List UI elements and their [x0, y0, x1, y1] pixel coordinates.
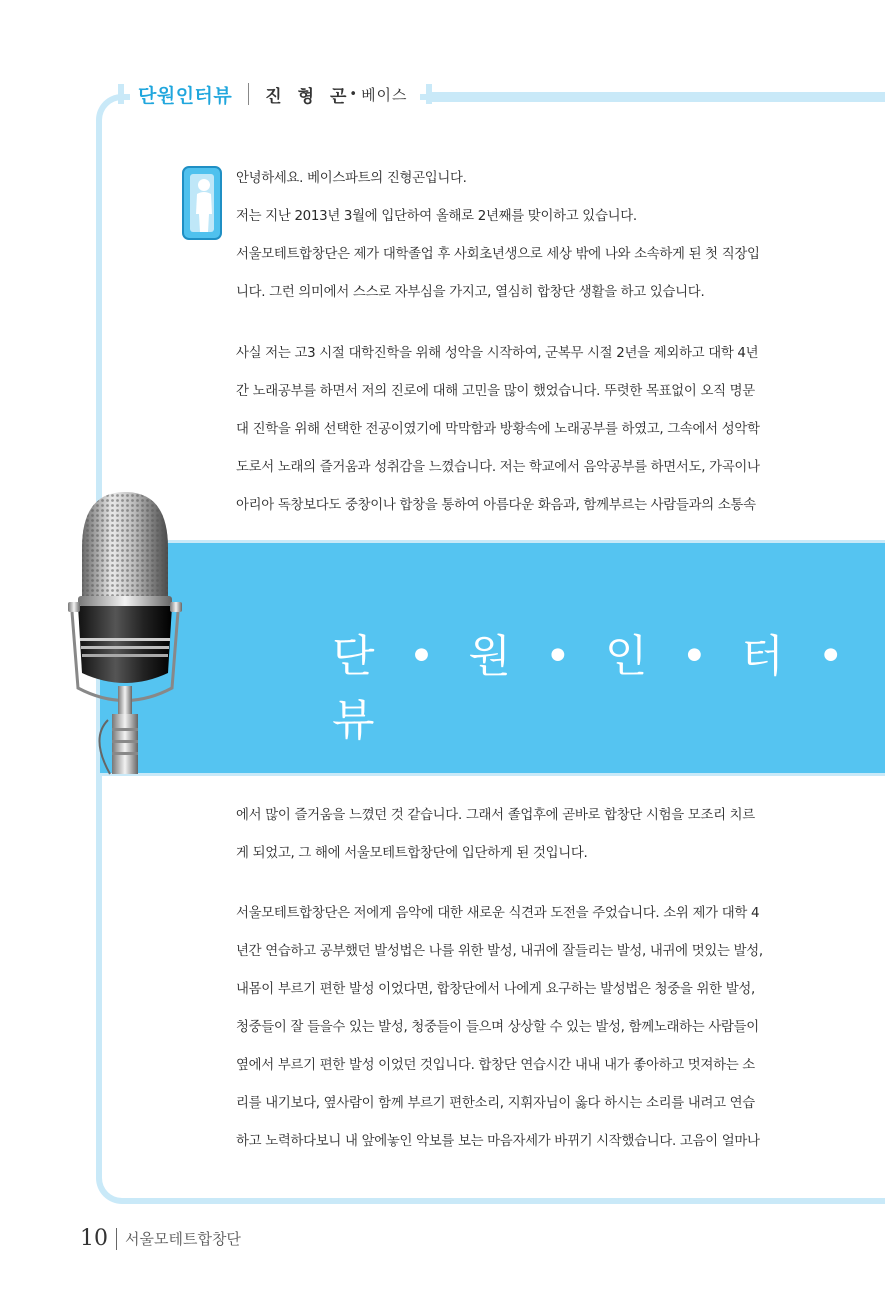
section-title: 단원인터뷰: [138, 84, 233, 107]
banner-title: 단 • 원 • 인 • 터 • 뷰: [332, 631, 854, 746]
text-line: 도로서 노래의 즐거움과 성취감을 느꼈습니다. 저는 학교에서 음악공부를 하면서도, 가곡이나: [236, 460, 760, 475]
vintage-microphone-icon: [60, 488, 190, 778]
text-line: 간 노래공부를 하면서 저의 진로에 대해 고민을 많이 했었습니다. 뚜렷한 목표없이 오직 명문: [236, 384, 755, 399]
paragraph-joining: [236, 797, 802, 873]
text-line: 니다. 그런 의미에서 스스로 자부심을 가지고, 열심히 합창단 생활을 하고 있습니다.: [236, 285, 705, 300]
organization-name: 서울모테트합창단: [125, 1230, 241, 1248]
header-bullet: •: [349, 86, 358, 102]
paragraph-intro: [236, 160, 802, 312]
page-number: 10: [80, 1226, 108, 1251]
text-line: 아리아 독창보다도 중창이나 합창을 통하여 아름다운 화음과, 함께부르는 사람들과의 소통속: [236, 498, 756, 513]
text-line: 안녕하세요. 베이스파트의 진형곤입니다.: [236, 171, 467, 186]
footer-divider: [116, 1228, 117, 1250]
paragraph-background: [236, 335, 802, 525]
page-header: [130, 78, 420, 110]
text-line: 옆에서 부르기 편한 발성 이었던 것입니다. 합창단 연습시간 내내 내가 좋아하고 멋져하는 소: [236, 1058, 755, 1073]
frame-top-line: [428, 92, 885, 102]
text-line: 서울모테트합창단은 제가 대학졸업 후 사회초년생으로 세상 밖에 나와 소속하게 된 첫 직장입: [236, 247, 760, 262]
text-line: 청중들이 잘 들을수 있는 발성, 청중들이 들으며 상상할 수 있는 발성, 함께노래하는 사람들이: [236, 1020, 759, 1035]
text-line: 리를 내기보다, 옆사람이 함께 부르기 편한소리, 지휘자님이 옳다 하시는 소리를 내려고 연습: [236, 1096, 755, 1111]
text-line: 서울모테트합창단은 저에게 음악에 대한 새로운 식견과 도전을 주었습니다. 소위 제가 대학 4: [236, 906, 760, 921]
text-line: 사실 저는 고3 시절 대학진학을 위해 성악을 시작하여, 군복무 시절 2년을 제외하고 대학 4년: [236, 346, 759, 361]
header-divider: [248, 83, 249, 105]
frame-divider-tick: [426, 84, 432, 104]
text-line: 게 되었고, 그 해에 서울모테트합창단에 입단하게 된 것입니다.: [236, 846, 588, 861]
text-line: 년간 연습하고 공부했던 발성법은 나를 위한 발성, 내귀에 잘들리는 발성, 내귀에 멋있는 발성,: [236, 944, 763, 959]
banner-bottom-border: [100, 773, 885, 776]
page-footer: [80, 1226, 241, 1251]
person-silhouette-icon: [182, 166, 222, 240]
text-line: 하고 노력하다보니 내 앞에놓인 악보를 보는 마음자세가 바뀌기 시작했습니다. 고음이 얼마나: [236, 1134, 760, 1149]
interviewee-name: 진 형 곤: [265, 86, 352, 107]
text-line: 에서 많이 즐거움을 느꼈던 것 같습니다. 그래서 졸업후에 곧바로 합창단 시험을 모조리 치르: [236, 808, 755, 823]
text-line: 대 진학을 위해 선택한 전공이였기에 막막함과 방황속에 노래공부를 하였고, 그속에서 성악학: [236, 422, 760, 437]
interviewee-part: 베이스: [361, 85, 408, 104]
frame-left-tick: [118, 84, 124, 104]
text-line: 내몸이 부르기 편한 발성 이었다면, 합창단에서 나에게 요구하는 발성법은 청중을 위한 발성,: [236, 982, 755, 997]
paragraph-vocal-method: [236, 895, 802, 1161]
text-line: 저는 지난 2013년 3월에 입단하여 올해로 2년째를 맞이하고 있습니다.: [236, 209, 637, 224]
